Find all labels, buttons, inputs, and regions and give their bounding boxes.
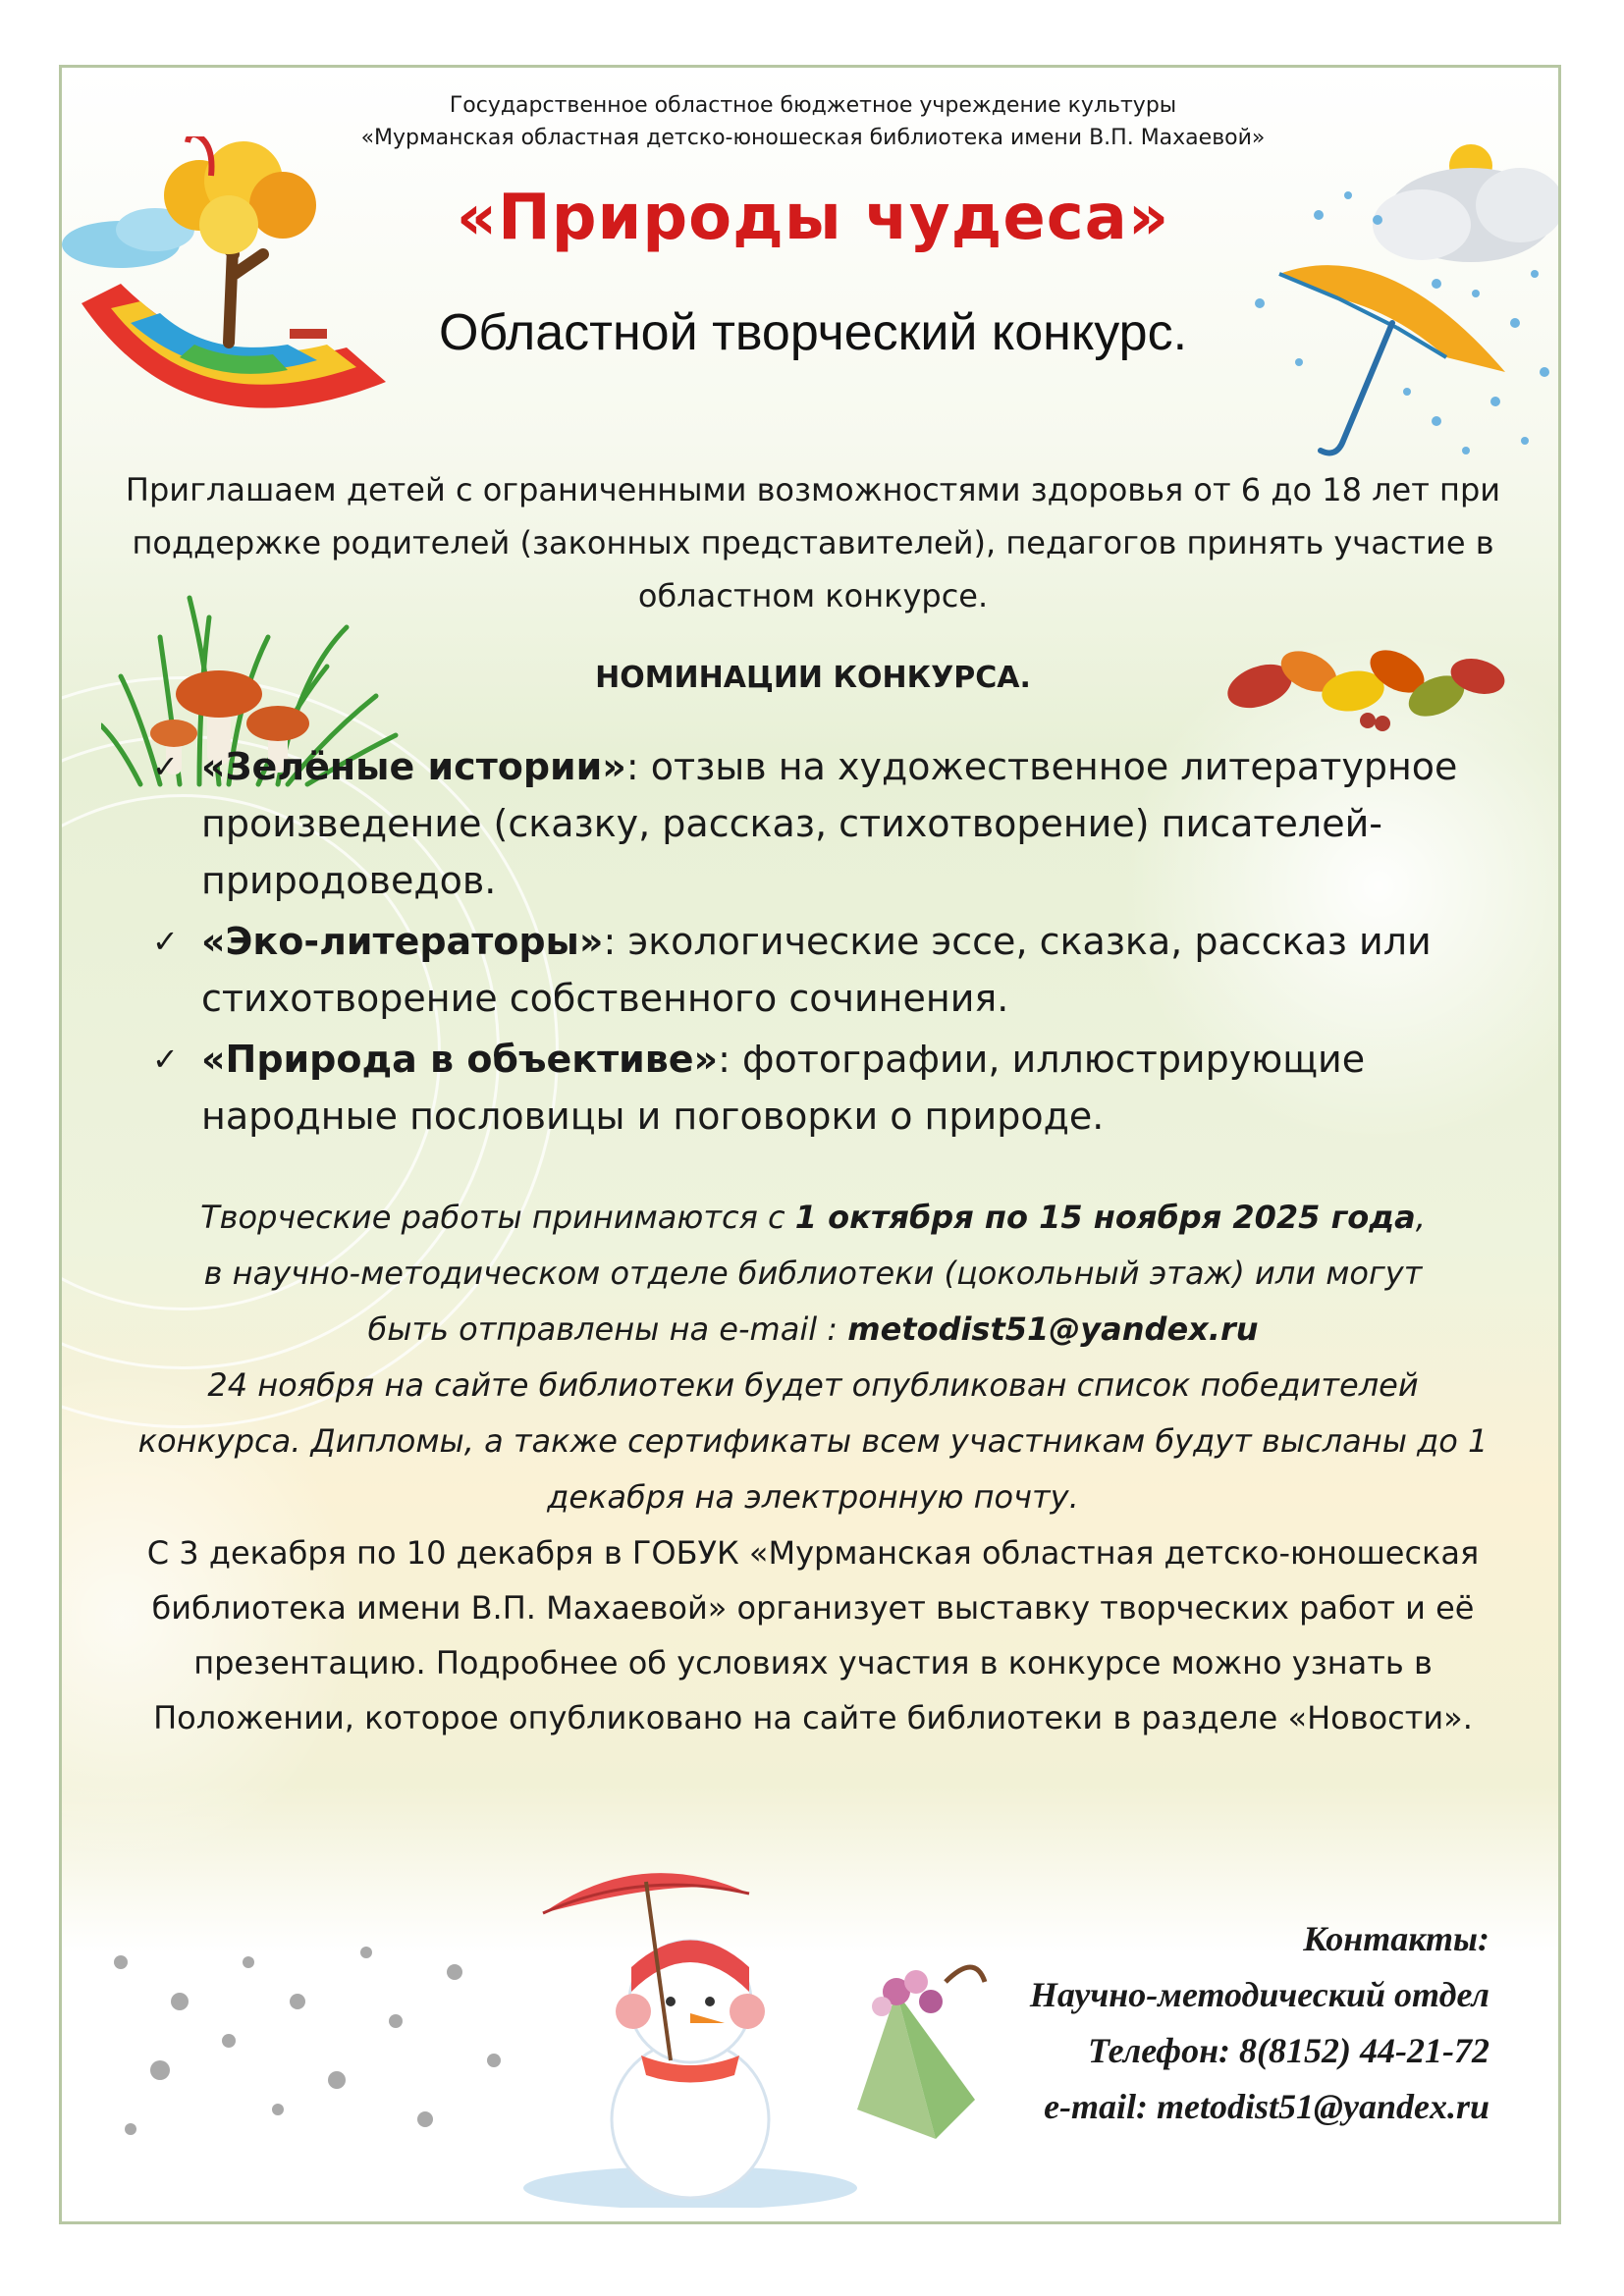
invitation-text: Приглашаем детей с ограниченными возможностями здоровья от 6 до 18 лет при поддержке родителей (законных представителей), педагогов принять участие в областном конкурсе. — [125, 471, 1501, 614]
deadline-text: Творческие работы принимаются с — [200, 1199, 795, 1236]
deadline-line-2: в научно-методическом отделе библиотеки (цокольный этаж) или могут — [203, 1255, 1423, 1292]
contest-subtitle: Областной творческий конкурс. — [438, 304, 1188, 361]
deadline-email: metodist51@yandex.ru — [847, 1310, 1259, 1348]
contacts-phone: Телефон: 8(8152) 44-21-72 — [1087, 2031, 1489, 2070]
nomination-item — [152, 1031, 1468, 1145]
deadline-info — [62, 1190, 1561, 1525]
nomination-description: : отзыв на художественное литературное произведение (сказку, рассказ, стихотворение) писателей-природоведов. — [201, 745, 1458, 902]
nomination-description: : фотографии, иллюстрирующие народные пословицы и поговорки о природе. — [201, 1038, 1366, 1138]
nomination-item — [152, 738, 1468, 909]
snowflakes-illustration — [101, 1933, 533, 2149]
contacts-block — [1030, 1911, 1489, 2135]
contacts-department: Научно-методический отдел — [1029, 1975, 1489, 2014]
checkmark-icon: ✓ — [152, 923, 179, 960]
deadline-dates: 1 октября по 15 ноября 2025 года — [794, 1199, 1416, 1236]
nominations-heading: НОМИНАЦИИ КОНКУРСА. — [595, 661, 1031, 695]
deadline-email-label: быть отправлены на e-mail : — [367, 1310, 848, 1348]
deadline-line-1 — [62, 1190, 1561, 1246]
nomination-name: «Зелёные истории» — [201, 745, 626, 788]
results-announcement: 24 ноября на сайте библиотеки будет опубликован список победителей конкурса. Дипломы, а также сертификаты всем участникам будут высланы до 1 декабря на электронную почту. — [137, 1366, 1489, 1516]
checkmark-icon: ✓ — [152, 1041, 179, 1078]
poster-frame — [59, 65, 1561, 2224]
checkmark-icon: ✓ — [152, 748, 179, 785]
exhibition-info: С 3 декабря по 10 декабря в ГОБУК «Мурманская областная детско-юношеская библиотека имени В.П. Махаевой» организует выставку творческих работ и её презентацию. Подробнее об условиях участия в конкурсе можно узнать в Положении, которое опубликовано на сайте библиотеки в разделе «Новости». — [146, 1534, 1480, 1736]
nominations-list — [152, 738, 1468, 1148]
contacts-heading: Контакты: — [1303, 1919, 1489, 1958]
deadline-punct: , — [1415, 1199, 1426, 1236]
snowman-umbrella-illustration — [523, 1854, 857, 2208]
deadline-line-3 — [62, 1302, 1561, 1358]
nomination-item — [152, 913, 1468, 1027]
nomination-name: «Эко-литераторы» — [201, 920, 604, 963]
contacts-email: e-mail: metodist51@yandex.ru — [1044, 2087, 1489, 2126]
organization-line-2: «Мурманская областная детско-юношеская библиотека имени В.П. Махаевой» — [360, 126, 1266, 150]
nomination-name: «Природа в объективе» — [201, 1038, 719, 1081]
contest-title: «Природы чудеса» — [456, 182, 1170, 254]
flower-umbrella-illustration — [838, 1952, 995, 2149]
organization-name — [62, 89, 1561, 154]
organization-line-1: Государственное областное бюджетное учреждение культуры — [449, 93, 1177, 118]
nomination-description: : экологические эссе, сказка, рассказ или стихотворение собственного сочинения. — [201, 920, 1432, 1020]
